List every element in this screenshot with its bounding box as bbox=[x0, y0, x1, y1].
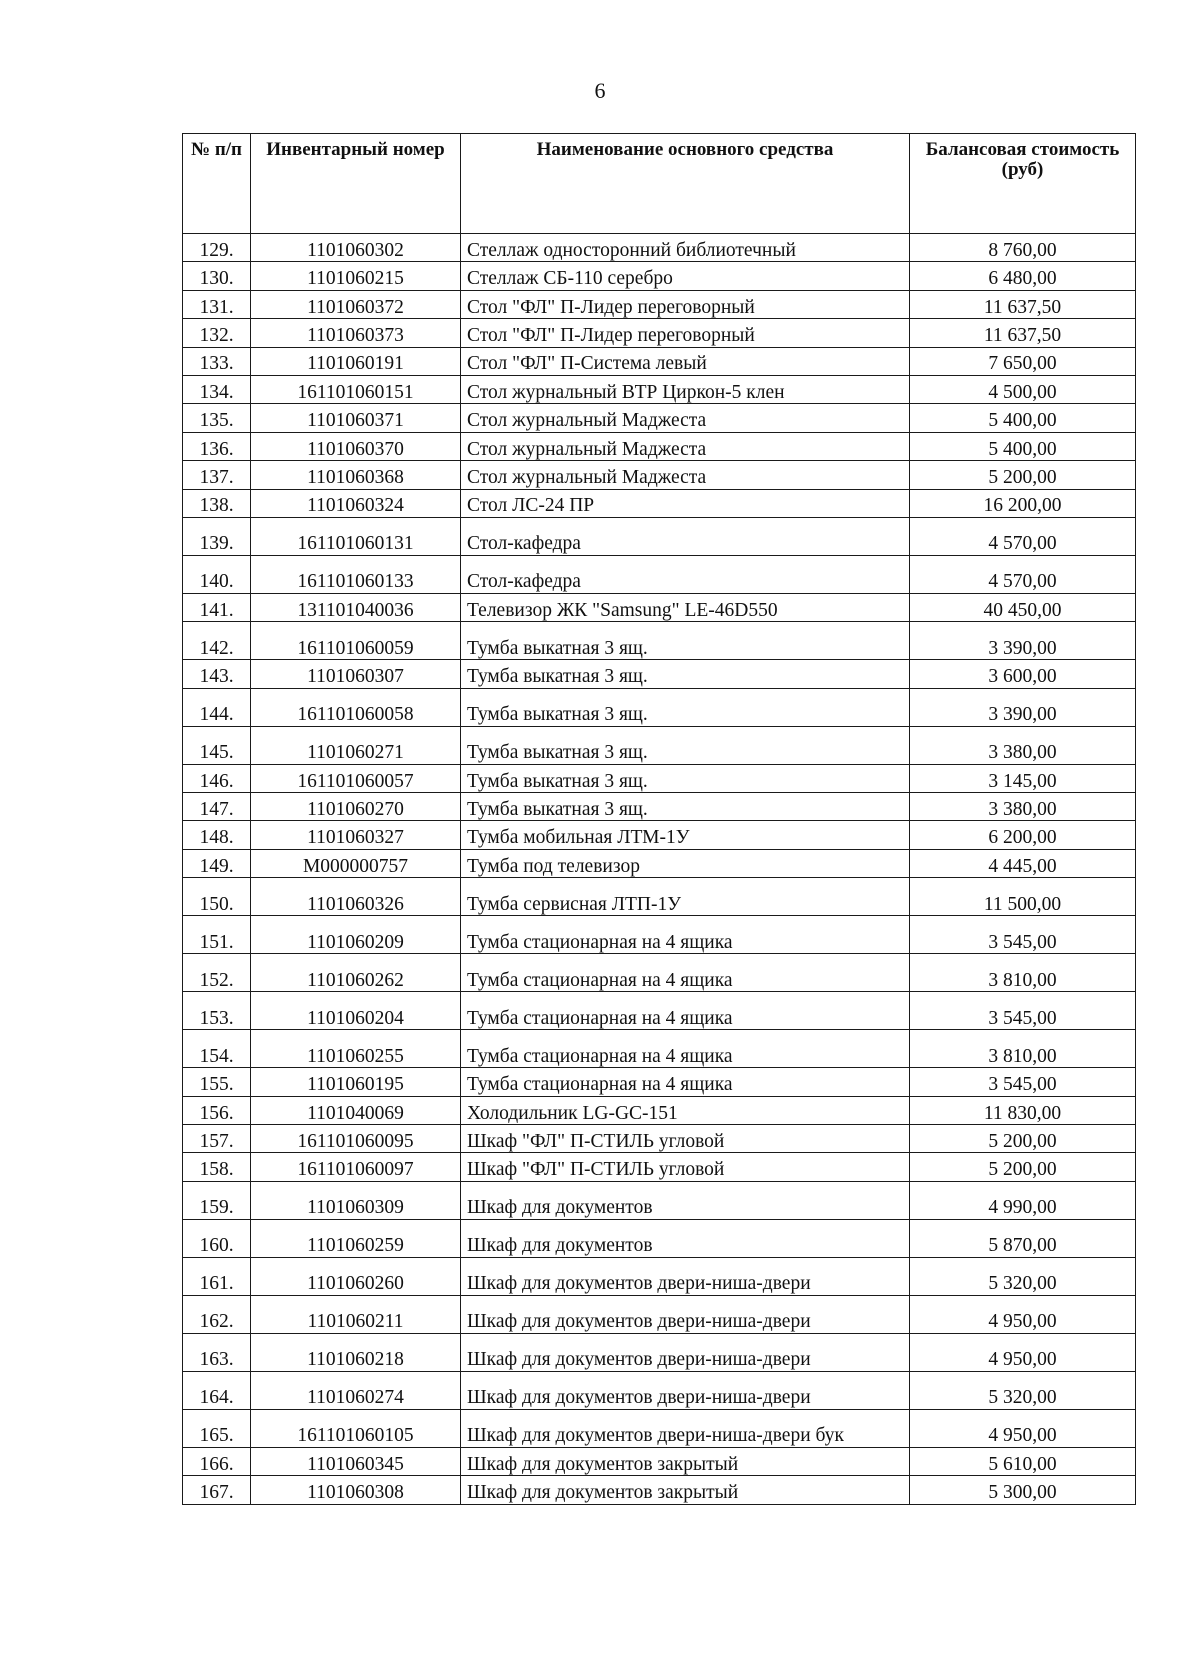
asset-name: Тумба выкатная 3 ящ. bbox=[461, 688, 910, 726]
balance-cost: 5 400,00 bbox=[910, 404, 1136, 432]
table-row bbox=[183, 1181, 1136, 1219]
row-number: 160. bbox=[183, 1219, 251, 1257]
row-number: 134. bbox=[183, 375, 251, 403]
balance-cost: 5 320,00 bbox=[910, 1371, 1136, 1409]
balance-cost: 4 570,00 bbox=[910, 517, 1136, 555]
table-row bbox=[183, 622, 1136, 660]
row-number: 164. bbox=[183, 1371, 251, 1409]
balance-cost: 3 810,00 bbox=[910, 1030, 1136, 1068]
inventory-number: 161101060057 bbox=[251, 764, 461, 792]
asset-name: Тумба стационарная на 4 ящика bbox=[461, 1068, 910, 1096]
row-number: 158. bbox=[183, 1153, 251, 1181]
row-number: 159. bbox=[183, 1181, 251, 1219]
balance-cost: 3 810,00 bbox=[910, 954, 1136, 992]
balance-cost: 11 830,00 bbox=[910, 1096, 1136, 1124]
balance-cost: 5 200,00 bbox=[910, 461, 1136, 489]
asset-name: Шкаф для документов bbox=[461, 1219, 910, 1257]
row-number: 144. bbox=[183, 688, 251, 726]
inventory-number: 1101060302 bbox=[251, 234, 461, 262]
inventory-number: 1101060271 bbox=[251, 726, 461, 764]
header-number: № п/п bbox=[183, 134, 251, 234]
balance-cost: 5 320,00 bbox=[910, 1257, 1136, 1295]
table-row bbox=[183, 1447, 1136, 1475]
asset-name: Стол ЛС-24 ПР bbox=[461, 489, 910, 517]
balance-cost: 8 760,00 bbox=[910, 234, 1136, 262]
inventory-number: 1101060326 bbox=[251, 878, 461, 916]
asset-name: Шкаф для документов двери-ниша-двери бук bbox=[461, 1409, 910, 1447]
asset-name: Тумба выкатная 3 ящ. bbox=[461, 764, 910, 792]
row-number: 135. bbox=[183, 404, 251, 432]
balance-cost: 4 570,00 bbox=[910, 555, 1136, 593]
inventory-number: 161101060059 bbox=[251, 622, 461, 660]
asset-name: Тумба стационарная на 4 ящика bbox=[461, 1030, 910, 1068]
table-row bbox=[183, 461, 1136, 489]
row-number: 132. bbox=[183, 319, 251, 347]
balance-cost: 4 990,00 bbox=[910, 1181, 1136, 1219]
balance-cost: 4 950,00 bbox=[910, 1409, 1136, 1447]
inventory-number: 161101060097 bbox=[251, 1153, 461, 1181]
row-number: 149. bbox=[183, 849, 251, 877]
row-number: 156. bbox=[183, 1096, 251, 1124]
inventory-number: 1101060191 bbox=[251, 347, 461, 375]
asset-name: Стол журнальный ВТР Циркон-5 клен bbox=[461, 375, 910, 403]
table-row bbox=[183, 660, 1136, 688]
asset-name: Тумба сервисная ЛТП-1У bbox=[461, 878, 910, 916]
inventory-number: 1101060309 bbox=[251, 1181, 461, 1219]
table-row bbox=[183, 1030, 1136, 1068]
table-row bbox=[183, 347, 1136, 375]
inventory-number: 1101060255 bbox=[251, 1030, 461, 1068]
inventory-number: 131101040036 bbox=[251, 593, 461, 621]
header-balance-cost: Балансовая стоимость (руб) bbox=[910, 134, 1136, 234]
inventory-number: 1101060218 bbox=[251, 1333, 461, 1371]
inventory-number: 1101060368 bbox=[251, 461, 461, 489]
asset-name: Шкаф для документов bbox=[461, 1181, 910, 1219]
balance-cost: 40 450,00 bbox=[910, 593, 1136, 621]
table-row bbox=[183, 1371, 1136, 1409]
balance-cost: 16 200,00 bbox=[910, 489, 1136, 517]
table-row bbox=[183, 1125, 1136, 1153]
inventory-number: 1101060209 bbox=[251, 916, 461, 954]
balance-cost: 11 637,50 bbox=[910, 319, 1136, 347]
inventory-number: 1101060373 bbox=[251, 319, 461, 347]
table-row bbox=[183, 234, 1136, 262]
balance-cost: 11 500,00 bbox=[910, 878, 1136, 916]
asset-name: Стол-кафедра bbox=[461, 517, 910, 555]
balance-cost: 4 500,00 bbox=[910, 375, 1136, 403]
balance-cost: 7 650,00 bbox=[910, 347, 1136, 375]
table-row bbox=[183, 878, 1136, 916]
inventory-number: 1101060260 bbox=[251, 1257, 461, 1295]
row-number: 154. bbox=[183, 1030, 251, 1068]
asset-name: Шкаф для документов закрытый bbox=[461, 1447, 910, 1475]
row-number: 166. bbox=[183, 1447, 251, 1475]
row-number: 163. bbox=[183, 1333, 251, 1371]
inventory-number: 161101060058 bbox=[251, 688, 461, 726]
table-row bbox=[183, 1219, 1136, 1257]
balance-cost: 3 545,00 bbox=[910, 992, 1136, 1030]
asset-name: Тумба под телевизор bbox=[461, 849, 910, 877]
asset-name: Телевизор ЖК "Samsung" LE-46D550 bbox=[461, 593, 910, 621]
asset-name: Стеллаж СБ-110 серебро bbox=[461, 262, 910, 290]
table-row bbox=[183, 1409, 1136, 1447]
table-row bbox=[183, 793, 1136, 821]
table-row bbox=[183, 916, 1136, 954]
inventory-number: 1101060259 bbox=[251, 1219, 461, 1257]
row-number: 162. bbox=[183, 1295, 251, 1333]
balance-cost: 4 950,00 bbox=[910, 1295, 1136, 1333]
row-number: 136. bbox=[183, 432, 251, 460]
inventory-number: 1101040069 bbox=[251, 1096, 461, 1124]
balance-cost: 3 545,00 bbox=[910, 1068, 1136, 1096]
inventory-number: 161101060095 bbox=[251, 1125, 461, 1153]
row-number: 138. bbox=[183, 489, 251, 517]
inventory-table bbox=[182, 133, 1136, 1505]
table-row bbox=[183, 1476, 1136, 1504]
table-row bbox=[183, 593, 1136, 621]
asset-name: Стол "ФЛ" П-Лидер переговорный bbox=[461, 290, 910, 318]
table-row bbox=[183, 1068, 1136, 1096]
table-row bbox=[183, 1153, 1136, 1181]
table-row bbox=[183, 821, 1136, 849]
row-number: 146. bbox=[183, 764, 251, 792]
table-row bbox=[183, 404, 1136, 432]
asset-name: Тумба мобильная ЛТМ-1У bbox=[461, 821, 910, 849]
balance-cost: 3 390,00 bbox=[910, 622, 1136, 660]
inventory-number: 1101060204 bbox=[251, 992, 461, 1030]
asset-name: Шкаф для документов двери-ниша-двери bbox=[461, 1295, 910, 1333]
balance-cost: 11 637,50 bbox=[910, 290, 1136, 318]
asset-name: Шкаф "ФЛ" П-СТИЛЬ угловой bbox=[461, 1125, 910, 1153]
balance-cost: 3 145,00 bbox=[910, 764, 1136, 792]
asset-name: Шкаф для документов двери-ниша-двери bbox=[461, 1333, 910, 1371]
row-number: 131. bbox=[183, 290, 251, 318]
inventory-number: 161101060133 bbox=[251, 555, 461, 593]
table-header bbox=[183, 134, 1136, 234]
asset-name: Холодильник LG-GC-151 bbox=[461, 1096, 910, 1124]
table-row bbox=[183, 688, 1136, 726]
asset-name: Тумба выкатная 3 ящ. bbox=[461, 793, 910, 821]
inventory-number: 1101060372 bbox=[251, 290, 461, 318]
table-body bbox=[183, 234, 1136, 1505]
header-inventory-number: Инвентарный номер bbox=[251, 134, 461, 234]
inventory-number: 1101060307 bbox=[251, 660, 461, 688]
inventory-number: 1101060324 bbox=[251, 489, 461, 517]
inventory-number: 1101060270 bbox=[251, 793, 461, 821]
balance-cost: 5 200,00 bbox=[910, 1125, 1136, 1153]
inventory-number: 161101060131 bbox=[251, 517, 461, 555]
row-number: 140. bbox=[183, 555, 251, 593]
row-number: 151. bbox=[183, 916, 251, 954]
balance-cost: 5 610,00 bbox=[910, 1447, 1136, 1475]
inventory-number: 1101060215 bbox=[251, 262, 461, 290]
row-number: 139. bbox=[183, 517, 251, 555]
table-row bbox=[183, 726, 1136, 764]
inventory-number: 1101060370 bbox=[251, 432, 461, 460]
row-number: 148. bbox=[183, 821, 251, 849]
inventory-number: 1101060274 bbox=[251, 1371, 461, 1409]
row-number: 141. bbox=[183, 593, 251, 621]
inventory-number: M000000757 bbox=[251, 849, 461, 877]
inventory-number: 1101060262 bbox=[251, 954, 461, 992]
asset-name: Стол "ФЛ" П-Лидер переговорный bbox=[461, 319, 910, 347]
page-number: 6 bbox=[594, 78, 606, 103]
table-row bbox=[183, 1333, 1136, 1371]
row-number: 165. bbox=[183, 1409, 251, 1447]
table-row bbox=[183, 432, 1136, 460]
table-row bbox=[183, 555, 1136, 593]
table-row bbox=[183, 992, 1136, 1030]
row-number: 133. bbox=[183, 347, 251, 375]
balance-cost: 4 445,00 bbox=[910, 849, 1136, 877]
asset-name: Тумба стационарная на 4 ящика bbox=[461, 954, 910, 992]
row-number: 147. bbox=[183, 793, 251, 821]
table-row bbox=[183, 1096, 1136, 1124]
table-row bbox=[183, 375, 1136, 403]
row-number: 129. bbox=[183, 234, 251, 262]
inventory-number: 1101060327 bbox=[251, 821, 461, 849]
table-row bbox=[183, 319, 1136, 347]
asset-name: Стол журнальный Маджеста bbox=[461, 404, 910, 432]
balance-cost: 5 200,00 bbox=[910, 1153, 1136, 1181]
row-number: 167. bbox=[183, 1476, 251, 1504]
asset-name: Шкаф для документов закрытый bbox=[461, 1476, 910, 1504]
asset-name: Стеллаж односторонний библиотечный bbox=[461, 234, 910, 262]
asset-name: Тумба выкатная 3 ящ. bbox=[461, 622, 910, 660]
row-number: 143. bbox=[183, 660, 251, 688]
inventory-number: 161101060151 bbox=[251, 375, 461, 403]
row-number: 130. bbox=[183, 262, 251, 290]
row-number: 157. bbox=[183, 1125, 251, 1153]
table-row bbox=[183, 489, 1136, 517]
asset-name: Тумба выкатная 3 ящ. bbox=[461, 660, 910, 688]
table-row bbox=[183, 517, 1136, 555]
asset-name: Тумба выкатная 3 ящ. bbox=[461, 726, 910, 764]
row-number: 161. bbox=[183, 1257, 251, 1295]
table-row bbox=[183, 1295, 1136, 1333]
inventory-number: 1101060195 bbox=[251, 1068, 461, 1096]
balance-cost: 3 380,00 bbox=[910, 726, 1136, 764]
asset-name: Тумба стационарная на 4 ящика bbox=[461, 916, 910, 954]
row-number: 155. bbox=[183, 1068, 251, 1096]
asset-name: Стол журнальный Маджеста bbox=[461, 432, 910, 460]
asset-name: Шкаф для документов двери-ниша-двери bbox=[461, 1371, 910, 1409]
inventory-number: 1101060345 bbox=[251, 1447, 461, 1475]
table-row bbox=[183, 954, 1136, 992]
balance-cost: 3 380,00 bbox=[910, 793, 1136, 821]
asset-name: Стол-кафедра bbox=[461, 555, 910, 593]
balance-cost: 5 400,00 bbox=[910, 432, 1136, 460]
table-row bbox=[183, 290, 1136, 318]
table-row bbox=[183, 764, 1136, 792]
balance-cost: 3 545,00 bbox=[910, 916, 1136, 954]
header-asset-name: Наименование основного средства bbox=[461, 134, 910, 234]
inventory-number: 161101060105 bbox=[251, 1409, 461, 1447]
row-number: 137. bbox=[183, 461, 251, 489]
inventory-number: 1101060211 bbox=[251, 1295, 461, 1333]
asset-name: Шкаф "ФЛ" П-СТИЛЬ угловой bbox=[461, 1153, 910, 1181]
balance-cost: 6 200,00 bbox=[910, 821, 1136, 849]
balance-cost: 5 870,00 bbox=[910, 1219, 1136, 1257]
balance-cost: 4 950,00 bbox=[910, 1333, 1136, 1371]
inventory-number: 1101060371 bbox=[251, 404, 461, 432]
table-row bbox=[183, 262, 1136, 290]
row-number: 145. bbox=[183, 726, 251, 764]
balance-cost: 3 390,00 bbox=[910, 688, 1136, 726]
row-number: 153. bbox=[183, 992, 251, 1030]
balance-cost: 6 480,00 bbox=[910, 262, 1136, 290]
table-row bbox=[183, 1257, 1136, 1295]
table-row bbox=[183, 849, 1136, 877]
row-number: 152. bbox=[183, 954, 251, 992]
asset-name: Шкаф для документов двери-ниша-двери bbox=[461, 1257, 910, 1295]
balance-cost: 5 300,00 bbox=[910, 1476, 1136, 1504]
row-number: 150. bbox=[183, 878, 251, 916]
asset-name: Стол журнальный Маджеста bbox=[461, 461, 910, 489]
balance-cost: 3 600,00 bbox=[910, 660, 1136, 688]
asset-name: Стол "ФЛ" П-Система левый bbox=[461, 347, 910, 375]
row-number: 142. bbox=[183, 622, 251, 660]
inventory-number: 1101060308 bbox=[251, 1476, 461, 1504]
asset-name: Тумба стационарная на 4 ящика bbox=[461, 992, 910, 1030]
